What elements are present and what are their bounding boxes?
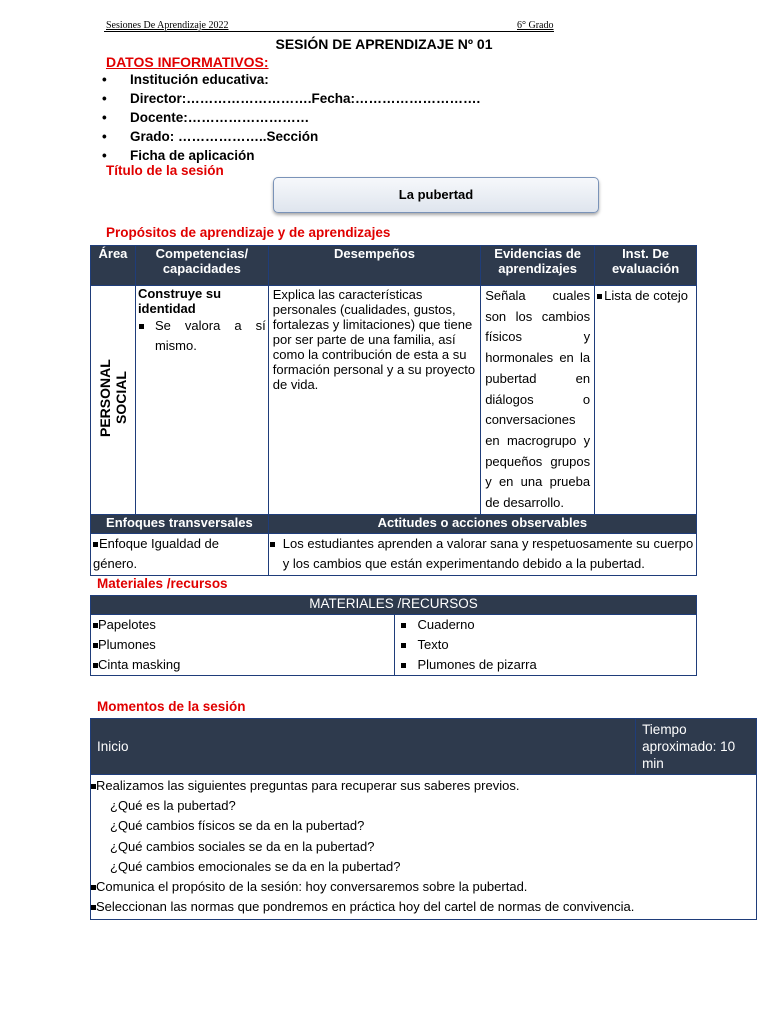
competencia: Construye su identidad bbox=[137, 286, 222, 316]
datos-heading: DATOS INFORMATIVOS: bbox=[106, 54, 269, 70]
datos-list bbox=[102, 70, 480, 165]
materiales-right bbox=[395, 615, 697, 676]
th-enfoques: Enfoques transversales bbox=[91, 514, 269, 533]
materiales-heading: Materiales /recursos bbox=[97, 576, 228, 591]
inicio-question: ¿Qué cambios emocionales se da en la pubertad? bbox=[110, 858, 401, 874]
inicio-line: Comunica el propósito de la sesión: hoy conversaremos sobre la pubertad. bbox=[91, 877, 756, 897]
inicio-question: ¿Qué cambios sociales se da en la pubertad? bbox=[110, 838, 375, 854]
propositos-heading: Propósitos de aprendizaje y de aprendizajes bbox=[106, 225, 391, 240]
datos-item: • Ficha de aplicación bbox=[102, 148, 255, 163]
instrumento-cell: Lista de cotejo bbox=[595, 286, 697, 515]
area-cell bbox=[91, 286, 136, 515]
datos-item: • Institución educativa: bbox=[102, 72, 269, 87]
inicio-question: ¿Qué cambios físicos se da en la pubertad? bbox=[110, 818, 365, 834]
th-area: Área bbox=[91, 246, 136, 286]
th-instrumento: Inst. De evaluación bbox=[595, 246, 697, 286]
th-competencias: Competencias/ capacidades bbox=[135, 246, 268, 286]
header-left: Sesiones De Aprendizaje 2022 bbox=[106, 20, 229, 31]
inicio-line: Seleccionan las normas que pondremos en práctica hoy del cartel de normas de convivencia. bbox=[91, 897, 756, 917]
inicio-table bbox=[90, 718, 757, 920]
capacidad: Se valora a sí mismo. bbox=[138, 316, 266, 356]
area-label: PERSONAL SOCIAL bbox=[96, 359, 129, 438]
material-item: Papelotes bbox=[93, 615, 392, 635]
datos-item: • Docente:……………………… bbox=[102, 110, 310, 125]
header-right: 6° Grado bbox=[517, 20, 554, 31]
th-evidencias: Evidencias de aprendizajes bbox=[481, 246, 595, 286]
evidencia-cell: Señala cuales son los cambios físicos y hormonales en la pubertad en diálogos o conversaciones en macrogrupo y pequeños grupos y en una prueba de desarrollo. bbox=[481, 286, 595, 515]
th-desempenos: Desempeños bbox=[268, 246, 480, 286]
th-materiales: MATERIALES /RECURSOS bbox=[91, 596, 697, 615]
materiales-table bbox=[90, 595, 697, 676]
th-actitudes: Actitudes o acciones observables bbox=[268, 514, 696, 533]
inicio-line: Realizamos las siguientes preguntas para recuperar sus saberes previos. bbox=[91, 776, 756, 796]
session-title-box: La pubertad bbox=[273, 177, 599, 213]
titulo-label: Título de la sesión bbox=[106, 163, 224, 178]
propositos-table bbox=[90, 245, 697, 576]
actitud-cell: Los estudiantes aprenden a valorar sana y respetuosamente su cuerpo y los cambios que están experimentando debido a la pubertad. bbox=[268, 533, 696, 575]
header-rule bbox=[104, 31, 554, 32]
materiales-left bbox=[91, 615, 395, 676]
material-item: Cuaderno bbox=[401, 615, 694, 635]
competencia-cell bbox=[135, 286, 268, 515]
desempeno-cell: Explica las características personales (cualidades, gustos, fortalezas y limitaciones) que tiene por ser parte de una familia, así como la contribución de esta a su formación personal y a su proyecto de vida. bbox=[268, 286, 480, 515]
inicio-content bbox=[91, 775, 757, 920]
datos-item: • Director:……………………….Fecha:………………………. bbox=[102, 91, 481, 106]
material-item: Cinta masking bbox=[93, 655, 392, 675]
inicio-question: ¿Qué es la pubertad? bbox=[110, 798, 236, 814]
page-title: SESIÓN DE APRENDIZAJE Nº 01 bbox=[275, 36, 493, 52]
momentos-heading: Momentos de la sesión bbox=[97, 699, 246, 714]
datos-item: • Grado: ………………..Sección bbox=[102, 129, 319, 144]
material-item: Texto bbox=[401, 635, 694, 655]
inicio-label: Inicio bbox=[91, 719, 636, 775]
enfoque-cell: Enfoque Igualdad de género. bbox=[91, 533, 269, 575]
material-item: Plumones bbox=[93, 635, 392, 655]
tiempo-label: Tiempo aproximado: 10 min bbox=[636, 719, 757, 775]
material-item: Plumones de pizarra bbox=[401, 655, 694, 675]
